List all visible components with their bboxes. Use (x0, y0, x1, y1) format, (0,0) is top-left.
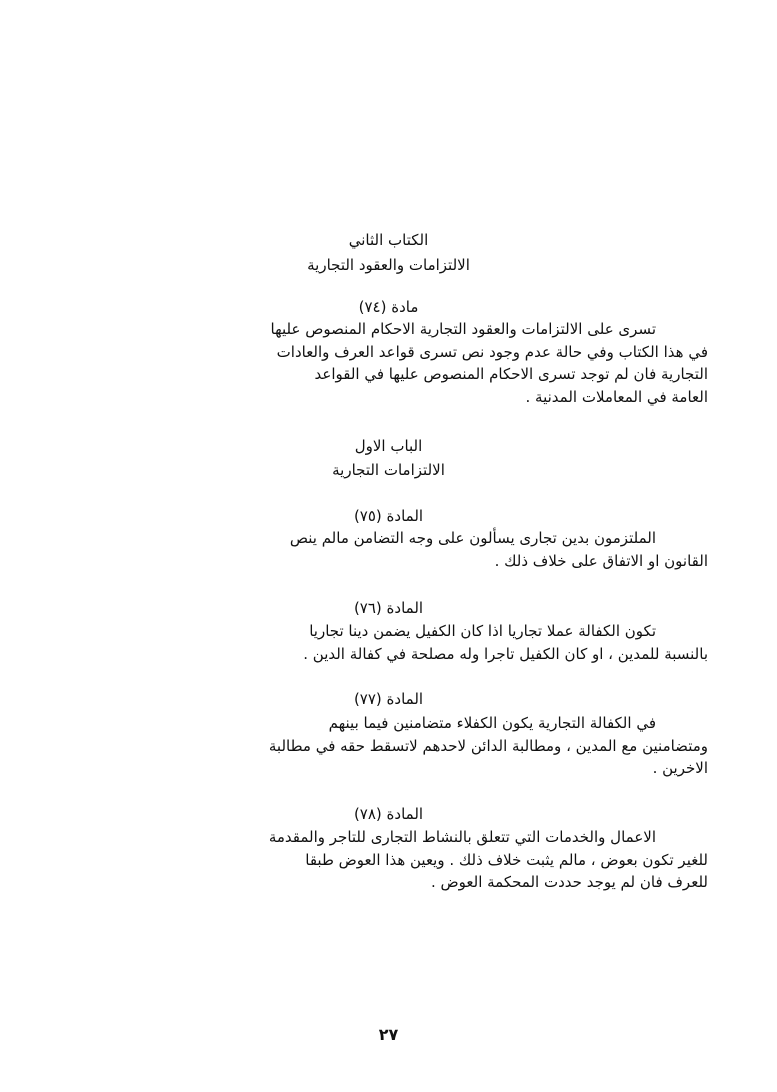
article-76-line-1: تكون الكفالة عملا تجاريا اذا كان الكفيل يضمن دينا تجاريا (309, 622, 656, 640)
article-76-line-2: بالنسبة للمدين ، او كان الكفيل تاجرا وله مصلحة في كفالة الدين . (303, 644, 708, 663)
article-77-line-2: ومتضامنين مع المدين ، ومطالبة الدائن لاحدهم لاتسقط حقه في مطالبة (268, 736, 708, 755)
article-78-line-2: للغير تكون بعوض ، مالم يثبت خلاف ذلك . ويعين هذا العوض طبقا (305, 850, 708, 869)
article-75-heading: المادة (٧٥) (353, 507, 424, 525)
article-78-text (118, 826, 708, 894)
article-76-heading: المادة (٧٦) (353, 599, 424, 617)
page-number: ٢٧ (378, 1025, 399, 1044)
article-76-text (118, 620, 708, 665)
chapter-title: الباب الاول (354, 437, 423, 455)
article-78-line-1: الاعمال والخدمات التي تتعلق بالنشاط التجارى للتاجر والمقدمة (268, 828, 656, 846)
article-75-line-2: القانون او الاتفاق على خلاف ذلك . (494, 551, 708, 570)
article-77-line-3: الاخرين . (652, 759, 708, 777)
article-74-line-2: في هذا الكتاب وفي حالة عدم وجود نص تسرى قواعد العرف والعادات (276, 342, 708, 361)
article-74-heading: مادة (٧٤) (358, 298, 419, 316)
book-title: الكتاب الثاني (348, 231, 429, 249)
book-subtitle: الالتزامات والعقود التجارية (307, 256, 470, 274)
article-74-line-3: التجارية فان لم توجد تسرى الاحكام المنصوص عليها في القواعد (314, 365, 708, 383)
article-74-line-4: العامة في المعاملات المدنية . (525, 387, 708, 406)
article-77-heading: المادة (٧٧) (353, 690, 424, 708)
article-77-line-1: في الكفالة التجارية يكون الكفلاء متضامنين فيما بينهم (328, 714, 656, 732)
article-78-line-3: للعرف فان لم يوجد حددت المحكمة العوض . (430, 873, 708, 891)
article-74-line-1: تسرى على الالتزامات والعقود التجارية الاحكام المنصوص عليها (270, 320, 656, 338)
article-75-line-1: الملتزمون بدين تجارى يسألون على وجه التضامن مالم ينص (289, 529, 656, 547)
article-75-text (118, 527, 708, 572)
chapter-subtitle: الالتزامات التجارية (332, 461, 445, 479)
article-74-text (118, 318, 708, 408)
article-77-text (118, 712, 708, 780)
article-78-heading: المادة (٧٨) (353, 805, 424, 823)
